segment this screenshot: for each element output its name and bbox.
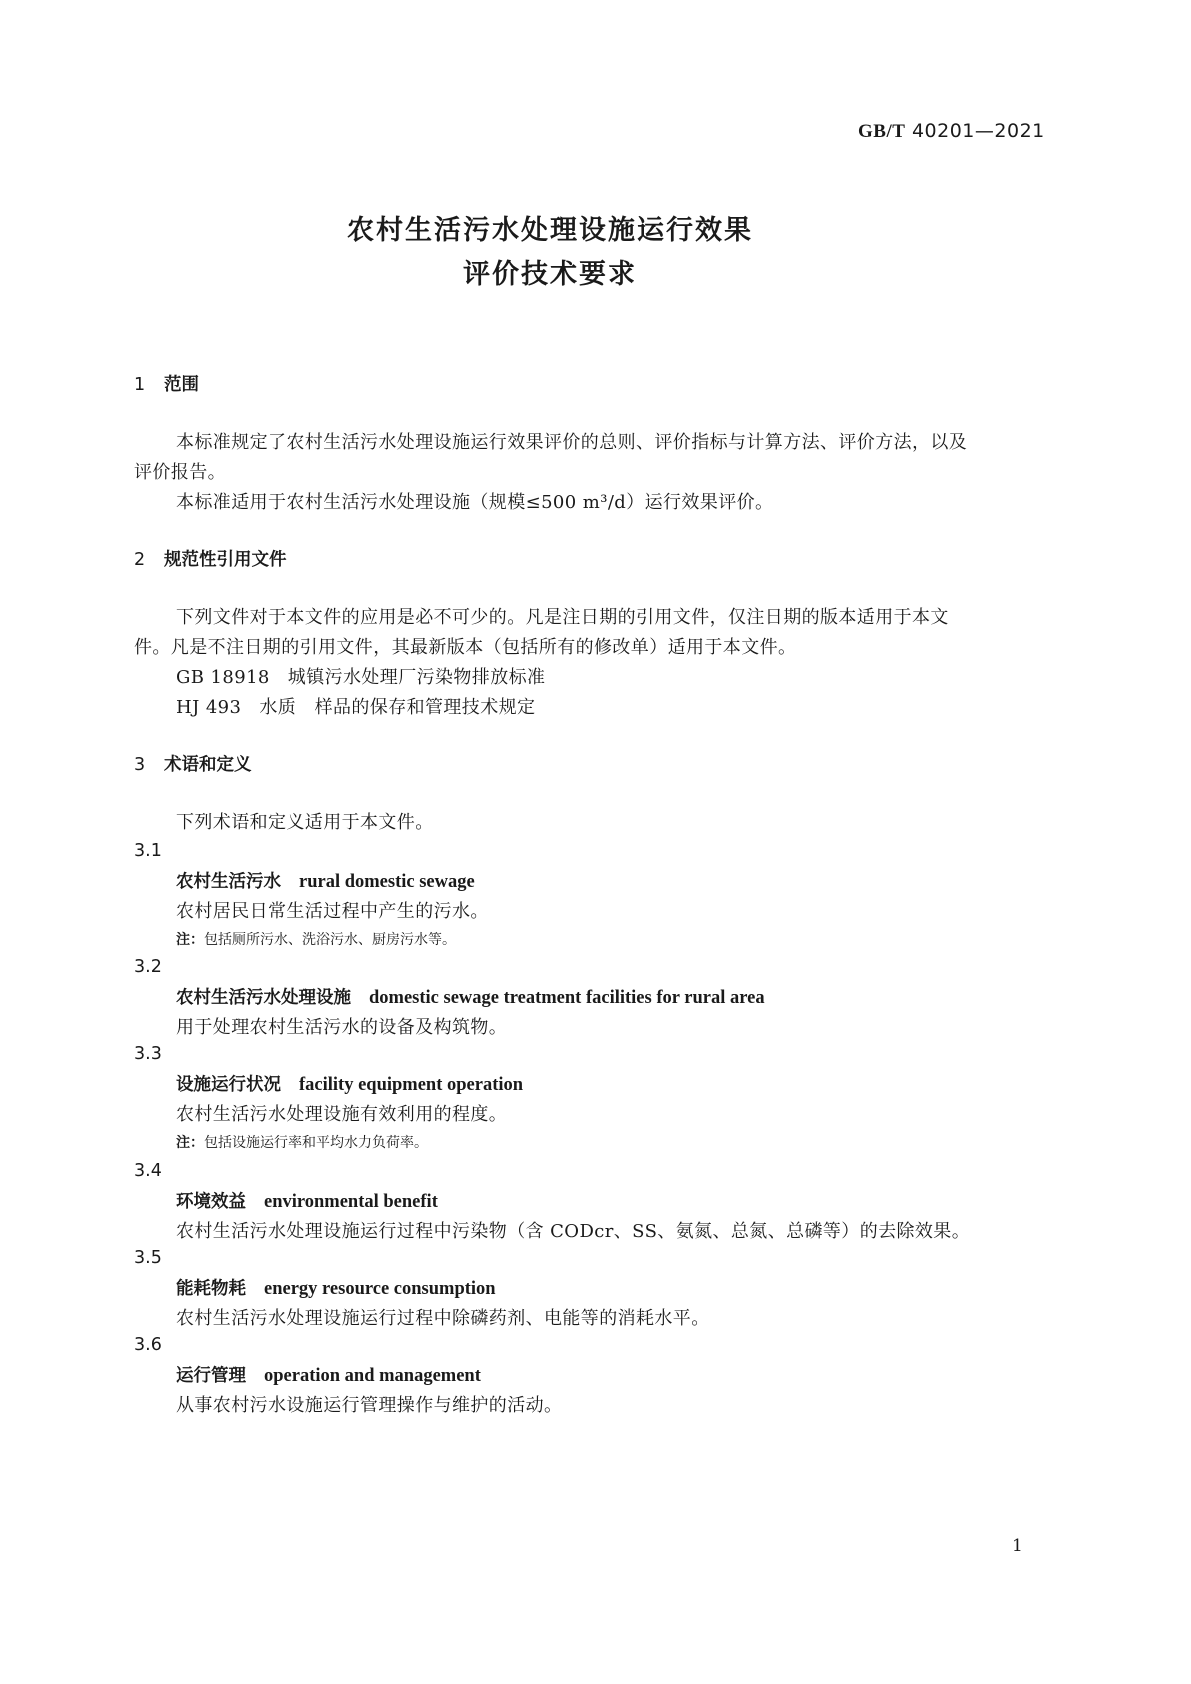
- clause-number-3-6: 3.6: [134, 1335, 162, 1355]
- definition-3-2: 用于处理农村生活污水的设备及构筑物。: [176, 1017, 508, 1038]
- document-title-line-1: 农村生活污水处理设施运行效果: [347, 215, 753, 246]
- note-3-1: 注：包括厕所污水、洗浴污水、厨房污水等。: [176, 932, 456, 948]
- document-title-line-2: 评价技术要求: [463, 259, 637, 290]
- note-3-3: 注：包括设施运行率和平均水力负荷率。: [176, 1135, 428, 1151]
- section-1-paragraph-1: 本标准规定了农村生活污水处理设施运行效果评价的总则、评价指标与计算方法、评价方法，以及: [176, 432, 968, 453]
- standard-code: [858, 120, 1045, 143]
- term-3-1: 农村生活污水 rural domestic sewage: [176, 872, 475, 892]
- section-2-heading: 2 规范性引用文件: [134, 550, 287, 570]
- definition-3-4: 农村生活污水处理设施运行过程中污染物（含 CODcr、SS、氨氮、总氮、总磷等）的去除效果。: [176, 1221, 971, 1242]
- clause-number-3-3: 3.3: [134, 1044, 162, 1064]
- section-3-heading: 3 术语和定义: [134, 755, 252, 775]
- section-1-paragraph-1-cont: 评价报告。: [134, 462, 226, 483]
- section-3-intro: 下列术语和定义适用于本文件。: [176, 812, 434, 833]
- section-2-paragraph-1-cont: 件。凡是不注日期的引用文件，其最新版本（包括所有的修改单）适用于本文件。: [134, 637, 797, 658]
- clause-number-3-5: 3.5: [134, 1248, 162, 1268]
- term-3-2: 农村生活污水处理设施 domestic sewage treatment facilities for rural area: [176, 988, 765, 1008]
- definition-3-5: 农村生活污水处理设施运行过程中除磷药剂、电能等的消耗水平。: [176, 1308, 710, 1329]
- clause-number-3-1: 3.1: [134, 841, 162, 861]
- clause-number-3-4: 3.4: [134, 1161, 162, 1181]
- standard-code-prefix: GB/T: [858, 121, 906, 142]
- term-3-6: 运行管理 operation and management: [176, 1366, 481, 1386]
- section-1-paragraph-2: 本标准适用于农村生活污水处理设施（规模≤500 m³/d）运行效果评价。: [176, 492, 774, 513]
- definition-3-3: 农村生活污水处理设施有效利用的程度。: [176, 1104, 508, 1125]
- definition-3-1: 农村居民日常生活过程中产生的污水。: [176, 901, 489, 922]
- clause-number-3-2: 3.2: [134, 957, 162, 977]
- reference-item-1: GB 18918 城镇污水处理厂污染物排放标准: [176, 667, 546, 688]
- term-3-5: 能耗物耗 energy resource consumption: [176, 1279, 496, 1299]
- section-1-heading: 1 范围: [134, 375, 199, 395]
- term-3-3: 设施运行状况 facility equipment operation: [176, 1075, 524, 1095]
- definition-3-6: 从事农村污水设施运行管理操作与维护的活动。: [176, 1395, 563, 1416]
- page-number: 1: [1012, 1536, 1023, 1556]
- standard-code-number: 40201—2021: [911, 120, 1045, 142]
- term-3-4: 环境效益 environmental benefit: [176, 1192, 438, 1212]
- reference-item-2: HJ 493 水质 样品的保存和管理技术规定: [176, 697, 536, 718]
- section-2-paragraph-1: 下列文件对于本文件的应用是必不可少的。凡是注日期的引用文件，仅注日期的版本适用于本文: [176, 607, 949, 628]
